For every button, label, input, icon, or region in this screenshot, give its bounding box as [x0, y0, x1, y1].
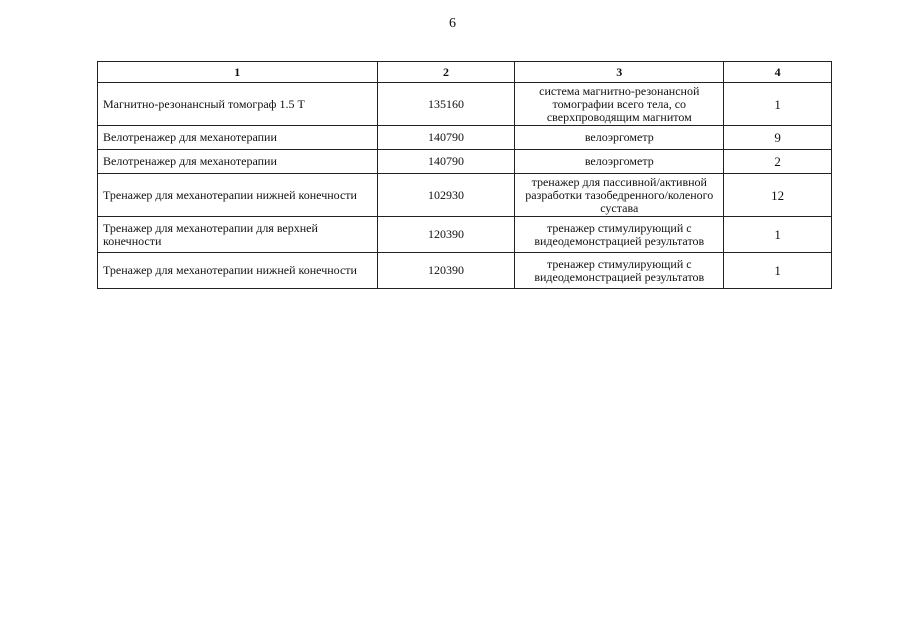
equipment-name-cell: Велотренажер для механотерапии: [98, 150, 378, 174]
table-row: [98, 83, 832, 126]
equipment-code-cell: 102930: [377, 174, 515, 217]
equipment-code-cell: 120390: [377, 217, 515, 253]
equipment-quantity-cell: 2: [724, 150, 832, 174]
column-header-4: 4: [724, 62, 832, 83]
table-header-row: [98, 62, 832, 83]
equipment-code-cell: 140790: [377, 126, 515, 150]
column-header-1: 1: [98, 62, 378, 83]
equipment-description-cell: велоэргометр: [515, 126, 724, 150]
equipment-name-cell: Тренажер для механотерапии нижней конечности: [98, 253, 378, 289]
equipment-description-cell: велоэргометр: [515, 150, 724, 174]
equipment-code-cell: 120390: [377, 253, 515, 289]
table-row: [98, 253, 832, 289]
equipment-description-cell: тренажер для пассивной/активной разработки тазобедренного/коленого сустава: [515, 174, 724, 217]
table-row: [98, 217, 832, 253]
equipment-name-cell: Тренажер для механотерапии нижней конечности: [98, 174, 378, 217]
column-header-2: 2: [377, 62, 515, 83]
equipment-description-cell: тренажер стимулирующий с видеодемонстрацией результатов: [515, 253, 724, 289]
equipment-code-cell: 140790: [377, 150, 515, 174]
equipment-quantity-cell: 1: [724, 83, 832, 126]
equipment-quantity-cell: 1: [724, 253, 832, 289]
equipment-name-cell: Магнитно-резонансный томограф 1.5 Т: [98, 83, 378, 126]
table-row: [98, 150, 832, 174]
equipment-description-cell: система магнитно-резонансной томографии всего тела, со сверхпроводящим магнитом: [515, 83, 724, 126]
table-row: [98, 126, 832, 150]
equipment-code-cell: 135160: [377, 83, 515, 126]
equipment-table: [97, 61, 832, 289]
equipment-description-cell: тренажер стимулирующий с видеодемонстрацией результатов: [515, 217, 724, 253]
table-row: [98, 174, 832, 217]
equipment-name-cell: Тренажер для механотерапии для верхней конечности: [98, 217, 378, 253]
equipment-name-cell: Велотренажер для механотерапии: [98, 126, 378, 150]
equipment-quantity-cell: 9: [724, 126, 832, 150]
page-number: 6: [449, 16, 456, 31]
equipment-quantity-cell: 12: [724, 174, 832, 217]
equipment-quantity-cell: 1: [724, 217, 832, 253]
column-header-3: 3: [515, 62, 724, 83]
